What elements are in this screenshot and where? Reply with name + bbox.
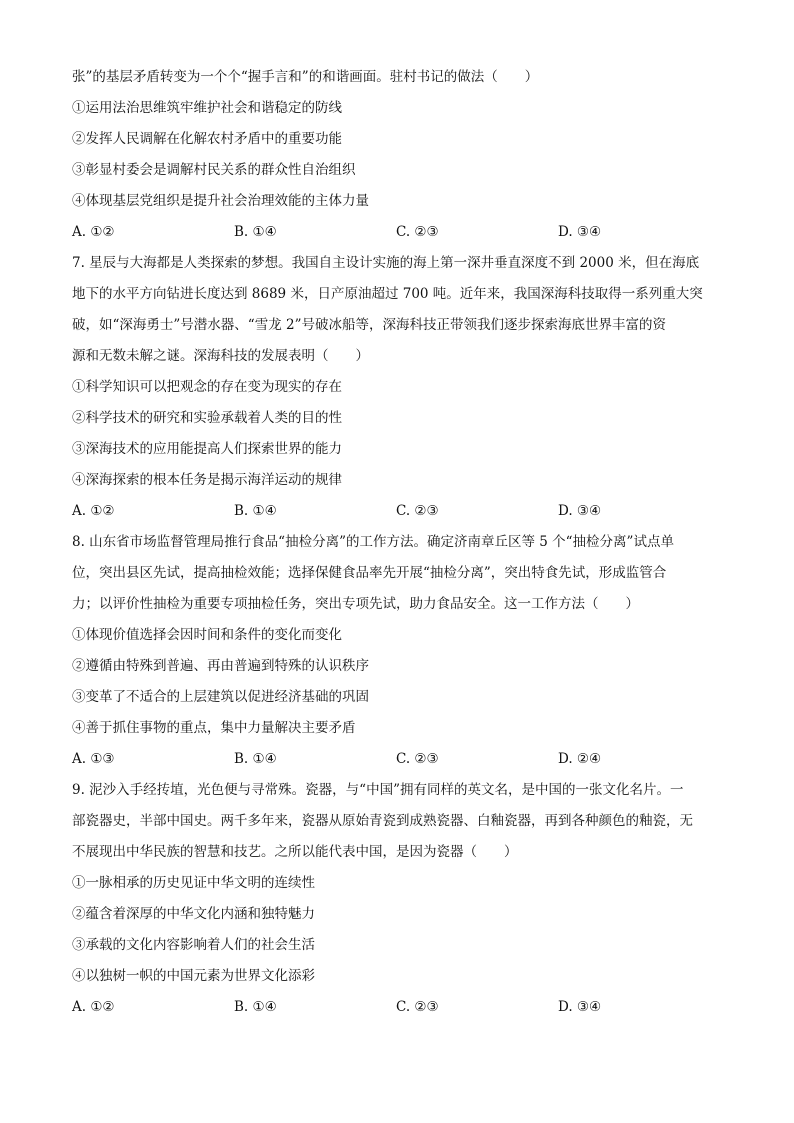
option-d: D. ③④ (558, 999, 602, 1015)
statement-3: ③彰显村委会是调解村民关系的群众性自治组织 (72, 162, 356, 178)
question-stem-line: 8. 山东省市场监督管理局推行食品“抽检分离”的工作方法。确定济南章丘区等 5 个“抽检分离”试点单 (72, 534, 674, 550)
option-a: A. ①③ (72, 751, 115, 767)
question-stem-line: 9. 泥沙入手经抟埴，光色便与寻常殊。瓷器，与“中国”拥有同样的英文名，是中国的一张文化名片。一 (72, 782, 684, 798)
statement-1: ①运用法治思维筑牢维护社会和谐稳定的防线 (72, 100, 342, 116)
statement-1: ①科学知识可以把观念的存在变为现实的存在 (72, 379, 342, 395)
option-c: C. ②③ (396, 999, 439, 1015)
statement-1: ①一脉相承的历史见证中华文明的连续性 (72, 875, 315, 891)
statement-2: ②科学技术的研究和实验承载着人类的目的性 (72, 410, 342, 426)
statement-1: ①体现价值选择会因时间和条件的变化而变化 (72, 627, 342, 643)
answer-options (72, 217, 724, 248)
question-7 (72, 248, 724, 527)
statement-2: ②发挥人民调解在化解农村矛盾中的重要功能 (72, 131, 342, 147)
statement-3: ③变革了不适合的上层建筑以促进经济基础的巩固 (72, 689, 369, 705)
statement-4: ④善于抓住事物的重点，集中力量解决主要矛盾 (72, 720, 356, 736)
statement-2: ②蕴含着深厚的中华文化内涵和独特魅力 (72, 906, 315, 922)
option-b: B. ①④ (234, 751, 277, 767)
question-stem-line: 7. 星辰与大海都是人类探索的梦想。我国自主设计实施的海上第一深井垂直深度不到 2000 米，但在海底 (72, 255, 700, 271)
option-a: A. ①② (72, 224, 115, 240)
statement-4: ④以独树一帜的中国元素为世界文化添彩 (72, 968, 315, 984)
question-stem-line: 地下的水平方向钻进长度达到 8689 米，日产原油超过 700 吨。近年来，我国深海科技取得一系列重大突 (72, 286, 703, 302)
question-stem-line: 破，如“深海勇士”号潜水器、“雪龙 2”号破冰船等，深海科技正带领我们逐步探索海底世界丰富的资 (72, 317, 666, 333)
option-c: C. ②③ (396, 503, 439, 519)
question-stem-line: 位，突出县区先试，提高抽检效能；选择保健食品率先开展“抽检分离”，突出特食先试，形成监管合 (72, 565, 667, 581)
option-c: C. ②③ (396, 751, 439, 767)
question-stem-line: 源和无数未解之谜。深海科技的发展表明（ ） (72, 348, 369, 364)
option-b: B. ①④ (234, 999, 277, 1015)
question-8 (72, 527, 724, 775)
question-stem-line: 张”的基层矛盾转变为一个个“握手言和”的和谐画面。驻村书记的做法（ ） (72, 69, 539, 85)
question-9 (72, 775, 724, 1023)
statement-4: ④深海探索的根本任务是揭示海洋运动的规律 (72, 472, 342, 488)
option-d: D. ②④ (558, 751, 602, 767)
option-d: D. ③④ (558, 224, 602, 240)
option-d: D. ③④ (558, 503, 602, 519)
exam-page (72, 62, 724, 1023)
question-stem-line: 部瓷器史，半部中国史。两千多年来，瓷器从原始青瓷到成熟瓷器、白釉瓷器，再到各种颜色的釉瓷，无 (72, 813, 693, 829)
statement-3: ③承载的文化内容影响着人们的社会生活 (72, 937, 315, 953)
option-b: B. ①④ (234, 224, 277, 240)
question-6 (72, 62, 724, 248)
question-stem-line: 力；以评价性抽检为重要专项抽检任务，突出专项先试，助力食品安全。这一工作方法（ ） (72, 596, 639, 612)
answer-options (72, 496, 724, 527)
question-stem-line: 不展现出中华民族的智慧和技艺。之所以能代表中国，是因为瓷器（ ） (72, 844, 518, 860)
answer-options (72, 992, 724, 1023)
option-a: A. ①② (72, 503, 115, 519)
answer-options (72, 744, 724, 775)
statement-4: ④体现基层党组织是提升社会治理效能的主体力量 (72, 193, 369, 209)
option-a: A. ①② (72, 999, 115, 1015)
option-b: B. ①④ (234, 503, 277, 519)
statement-3: ③深海技术的应用能提高人们探索世界的能力 (72, 441, 342, 457)
option-c: C. ②③ (396, 224, 439, 240)
statement-2: ②遵循由特殊到普遍、再由普遍到特殊的认识秩序 (72, 658, 369, 674)
